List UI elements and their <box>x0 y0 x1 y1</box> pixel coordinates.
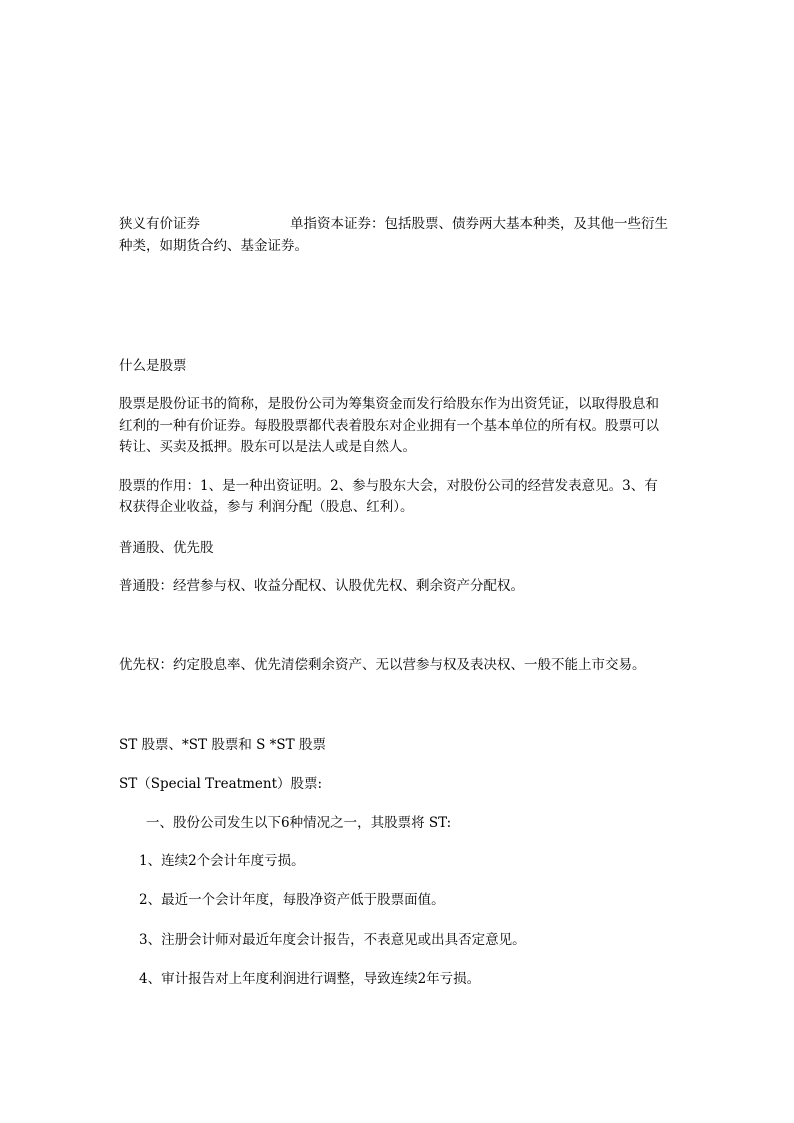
st-intro: 一、股份公司发生以下6种情况之一，其股票将 ST: <box>146 815 452 831</box>
common-stock-line: 普通股：经营参与权、收益分配权、认股优先权、剩余资产分配权。 <box>119 578 524 594</box>
stock-heading: 什么是股票 <box>119 358 187 374</box>
definition-line-1 <box>119 214 668 234</box>
st-item-3: 3、注册会计师对最近年度会计报告，不表意见或出具否定意见。 <box>139 932 526 948</box>
stock-paragraph-line-2: 红利的一种有价证券。每股股票都代表着股东对企业拥有一个基本单位的所有权。股票可以 <box>119 418 659 434</box>
st-heading: ST 股票、*ST 股票和 S *ST 股票 <box>119 737 326 753</box>
stock-function-line-2: 权获得企业收益，参与 利润分配（股息、红利）。 <box>119 499 414 515</box>
preferred-stock-line: 优先权：约定股息率、优先清偿剩余资产、无以营参与权及表决权、一般不能上市交易。 <box>119 657 646 673</box>
definition-desc: 单指资本证券：包括股票、债券两大基本种类，及其他一些衍生 <box>290 216 668 232</box>
st-item-4: 4、审计报告对上年度利润进行调整，导致连续2年亏损。 <box>139 971 481 987</box>
stock-paragraph-line-1: 股票是股份证书的简称，是股份公司为筹集资金而发行给股东作为出资凭证，以取得股息和 <box>119 396 659 412</box>
stock-function-line-1: 股票的作用：1、是一种出资证明。2、参与股东大会，对股份公司的经营发表意见。3、有 <box>119 478 658 494</box>
st-subheading: ST（Special Treatment）股票: <box>119 776 323 792</box>
st-item-2: 2、最近一个会计年度，每股净资产低于股票面值。 <box>139 892 445 908</box>
definition-line-2: 种类，如期货合约、基金证券。 <box>119 238 308 254</box>
common-preferred-heading: 普通股、优先股 <box>119 540 214 556</box>
st-item-1: 1、连续2个会计年度亏损。 <box>139 853 305 869</box>
stock-paragraph-line-3: 转让、买卖及抵押。股东可以是法人或是自然人。 <box>119 439 416 455</box>
definition-term: 狭义有价证券 <box>119 216 200 232</box>
